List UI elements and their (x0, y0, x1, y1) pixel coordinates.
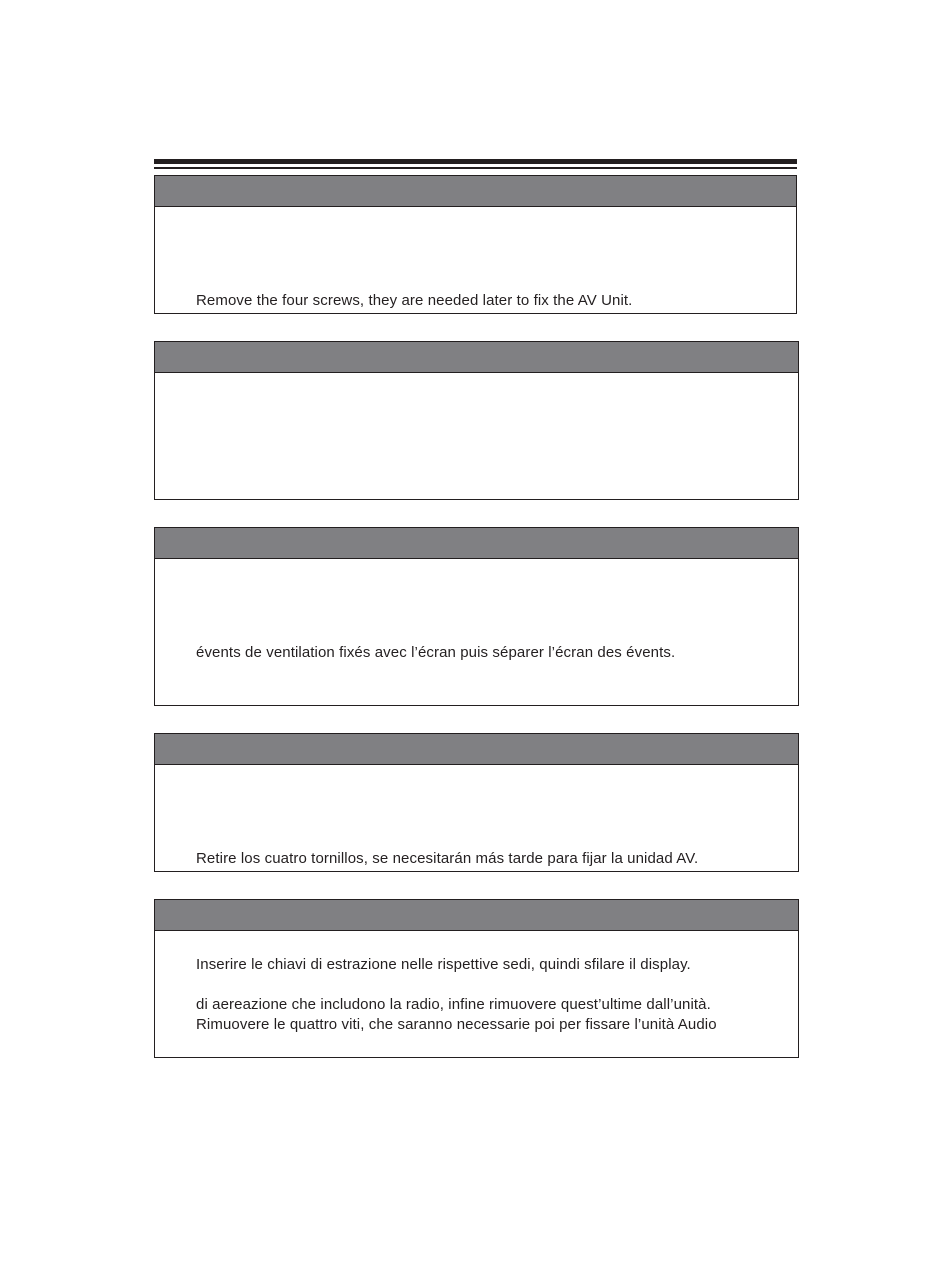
instruction-line: Retire los cuatro tornillos, se necesitarán más tarde para fijar la unidad AV. (196, 850, 699, 867)
instruction-line: Rimuovere le quattro viti, che saranno necessarie poi per fissare l’unità Audio (196, 1016, 717, 1033)
section-french (154, 527, 799, 706)
instruction-line: di aereazione che includono la radio, infine rimuovere quest’ultime dall’unità. (196, 996, 711, 1013)
section-italian (154, 899, 799, 1058)
section-header-bar (155, 342, 798, 373)
instruction-line: évents de ventilation fixés avec l’écran puis séparer l’écran des évents. (196, 644, 676, 661)
section-blank (154, 341, 799, 500)
section-spanish (154, 733, 799, 872)
instruction-line: Remove the four screws, they are needed later to fix the AV Unit. (196, 292, 633, 309)
section-english (154, 175, 797, 314)
section-header-bar (155, 528, 798, 559)
section-header-bar (155, 900, 798, 931)
header-rule-thick (154, 159, 797, 164)
header-rule-thin (154, 167, 797, 169)
section-header-bar (155, 176, 796, 207)
section-header-bar (155, 734, 798, 765)
instruction-line: Inserire le chiavi di estrazione nelle rispettive sedi, quindi sfilare il display. (196, 956, 691, 973)
